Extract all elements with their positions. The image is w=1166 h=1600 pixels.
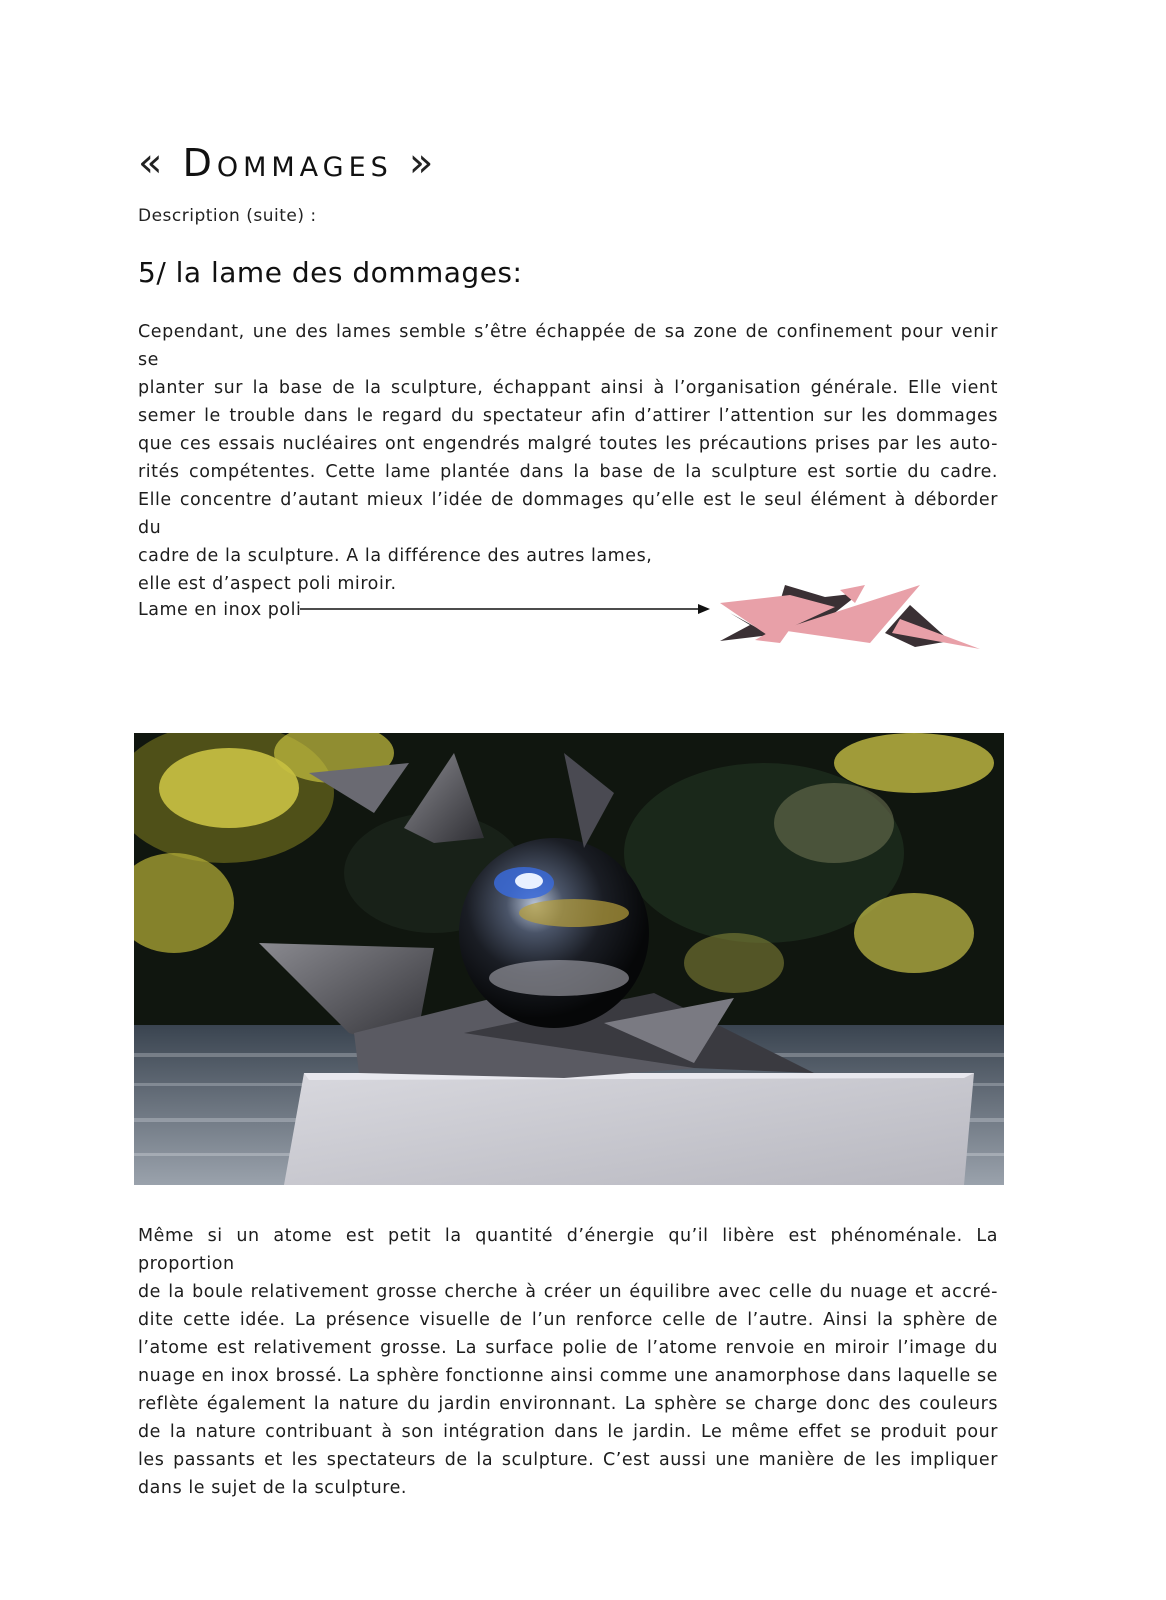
text-line: les passants et les spectateurs de la sculpture. C’est aussi une manière de les impliquer [138,1450,998,1470]
sculpture-render-svg [134,733,1004,1185]
callout-arrow-icon [300,600,710,620]
close-guillemet: » [408,140,438,186]
title-word: Dommages [182,141,393,185]
text-line: Elle concentre d’autant mieux l’idée de dommages qu’elle est le seul élément à déborder du [138,490,998,538]
sculpture-render-image [134,733,1004,1185]
text-line: dite cette idée. La présence visuelle de l’un renforce celle de l’autre. Ainsi la sphère de [138,1310,998,1330]
subtitle: Description (suite) : [138,206,317,226]
text-line: dans le sujet de la sculpture. [138,1478,408,1498]
text-line: que ces essais nucléaires ont engendrés malgré toutes les précautions prises par les auto- [138,434,998,454]
text-line: semer le trouble dans le regard du spectateur afin d’attirer l’attention sur les dommages [138,406,998,426]
text-line: de la boule relativement grosse cherche à créer un équilibre avec celle du nuage et accré- [138,1282,998,1302]
text-line: elle est d’aspect poli miroir. [138,574,397,594]
text-line: reflète également la nature du jardin environnant. La sphère se charge donc des couleurs [138,1394,998,1414]
text-line: Cependant, une des lames semble s’être échappée de sa zone de confinement pour venir se [138,322,998,370]
page-title [138,140,437,186]
section-heading: 5/ la lame des dommages: [138,256,523,289]
text-line: nuage en inox brossé. La sphère fonctionne ainsi comme une anamorphose dans laquelle se [138,1366,998,1386]
paragraph-sphere-description [138,1222,998,1502]
text-line: l’atome est relativement grosse. La surface polie de l’atome renvoie en miroir l’image du [138,1338,998,1358]
callout-label: Lame en inox poli [138,600,302,620]
text-line: cadre de la sculpture. A la différence des autres lames, [138,546,653,566]
text-line: de la nature contribuant à son intégration dans le jardin. Le même effet se produit pour [138,1422,998,1442]
open-guillemet: « [138,140,167,186]
paragraph-blade-description [138,318,998,598]
text-line: Même si un atome est petit la quantité d’énergie qu’il libère est phénoménale. La proportion [138,1226,998,1274]
text-line: planter sur la base de la sculpture, échappant ainsi à l’organisation générale. Elle vient [138,378,998,398]
text-line: rités compétentes. Cette lame plantée dans la base de la sculpture est sortie du cadre. [138,462,998,482]
polished-blade-drawing [660,585,990,655]
